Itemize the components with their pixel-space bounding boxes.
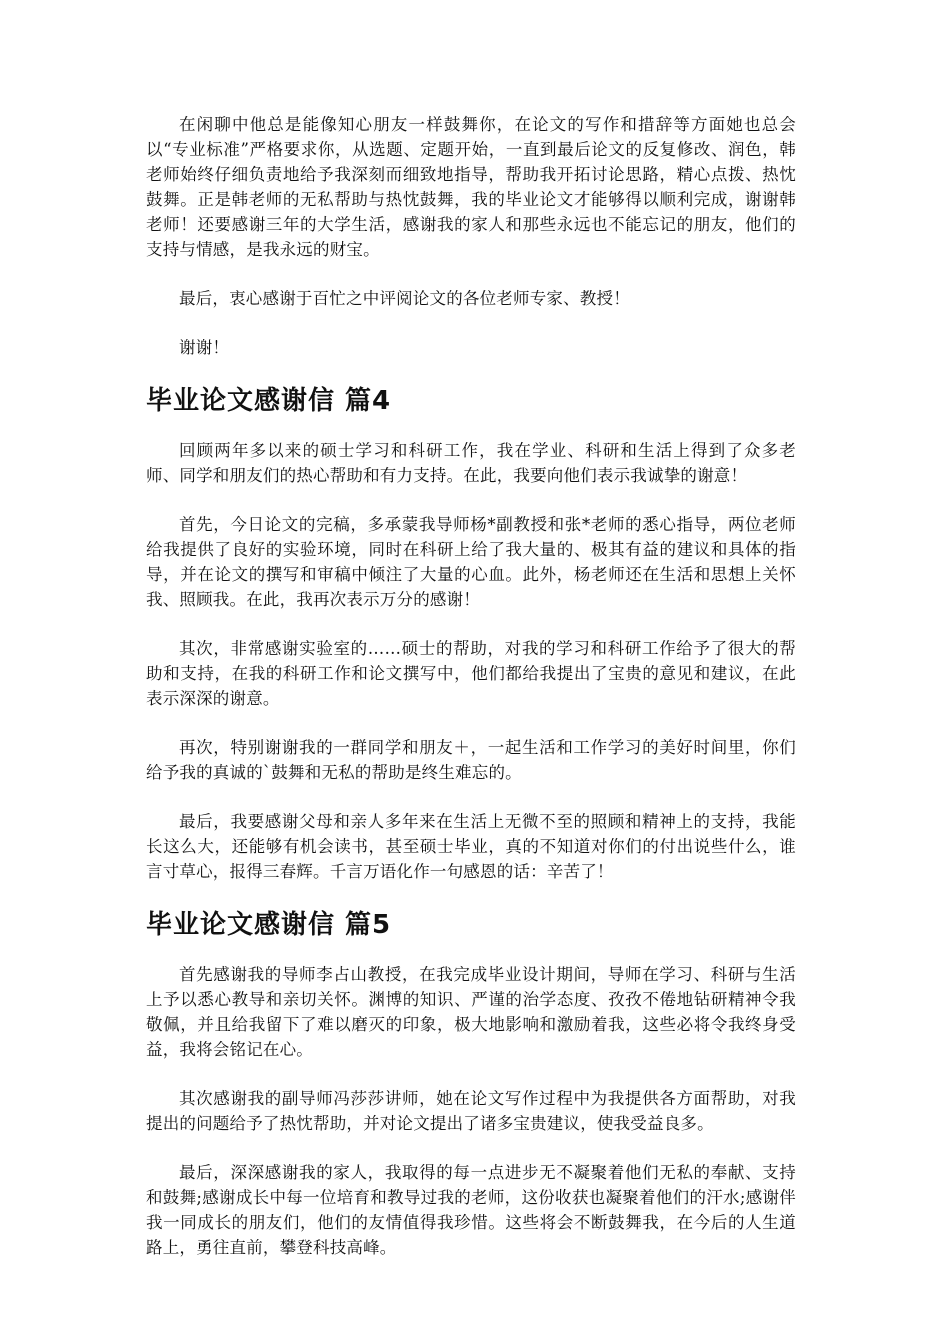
section-5 [146, 908, 796, 1260]
paragraph: 再次，特别谢谢我的一群同学和朋友＋，一起生活和工作学习的美好时间里，你们给予我的真诚的`鼓舞和无私的帮助是终生难忘的。 [146, 738, 796, 782]
paragraph: 谢谢！ [179, 338, 230, 357]
paragraph: 最后，我要感谢父母和亲人多年来在生活上无微不至的照顾和精神上的支持，我能长这么大，还能够有机会读书，甚至硕士毕业，真的不知道对你们的付出说些什么，谁言寸草心，报得三春辉。千言万语化作一句感恩的话：辛苦了！ [146, 812, 796, 881]
paragraph: 首先感谢我的导师李占山教授，在我完成毕业设计期间，导师在学习、科研与生活上予以悉心教导和亲切关怀。渊博的知识、严谨的治学态度、孜孜不倦地钻研精神令我敬佩，并且给我留下了难以磨灭的印象，极大地影响和激励着我，这些必将令我终身受益，我将会铭记在心。 [146, 965, 796, 1059]
document-page [146, 112, 796, 1284]
intro-section [146, 112, 796, 360]
section-4 [146, 384, 796, 884]
paragraph: 首先，今日论文的完稿，多承蒙我导师杨*副教授和张*老师的悉心指导，两位老师给我提供了良好的实验环境，同时在科研上给了我大量的、极其有益的建议和具体的指导，并在论文的撰写和审稿中倾注了大量的心血。此外，杨老师还在生活和思想上关怀我、照顾我。在此，我再次表示万分的感谢！ [146, 515, 796, 609]
paragraph: 在闲聊中他总是能像知心朋友一样鼓舞你，在论文的写作和措辞等方面她也总会以“专业标准”严格要求你，从选题、定题开始，一直到最后论文的反复修改、润色，韩老师始终仔细负责地给予我深刻而细致地指导，帮助我开拓讨论思路，精心点拨、热忱鼓舞。正是韩老师的无私帮助与热忱鼓舞，我的毕业论文才能够得以顺利完成，谢谢韩老师！还要感谢三年的大学生活，感谢我的家人和那些永远也不能忘记的朋友，他们的支持与情感，是我永远的财宝。 [146, 115, 796, 259]
section-heading: 毕业论文感谢信 篇5 [146, 910, 392, 940]
paragraph: 其次，非常感谢实验室的……硕士的帮助，对我的学习和科研工作给予了很大的帮助和支持，在我的科研工作和论文撰写中，他们都给我提出了宝贵的意见和建议，在此表示深深的谢意。 [146, 639, 796, 708]
section-heading: 毕业论文感谢信 篇4 [146, 386, 392, 416]
paragraph: 最后，衷心感谢于百忙之中评阅论文的各位老师专家、教授！ [179, 289, 630, 308]
paragraph: 其次感谢我的副导师冯莎莎讲师，她在论文写作过程中为我提供各方面帮助，对我提出的问题给予了热忱帮助，并对论文提出了诸多宝贵建议，使我受益良多。 [146, 1089, 796, 1133]
paragraph: 回顾两年多以来的硕士学习和科研工作，我在学业、科研和生活上得到了众多老师、同学和朋友们的热心帮助和有力支持。在此，我要向他们表示我诚挚的谢意！ [146, 441, 796, 485]
paragraph: 最后，深深感谢我的家人，我取得的每一点进步无不凝聚着他们无私的奉献、支持和鼓舞;感谢成长中每一位培育和教导过我的老师，这份收获也凝聚着他们的汗水;感谢伴我一同成长的朋友们，他们的友情值得我珍惜。这些将会不断鼓舞我，在今后的人生道路上，勇往直前，攀登科技高峰。 [146, 1163, 796, 1257]
